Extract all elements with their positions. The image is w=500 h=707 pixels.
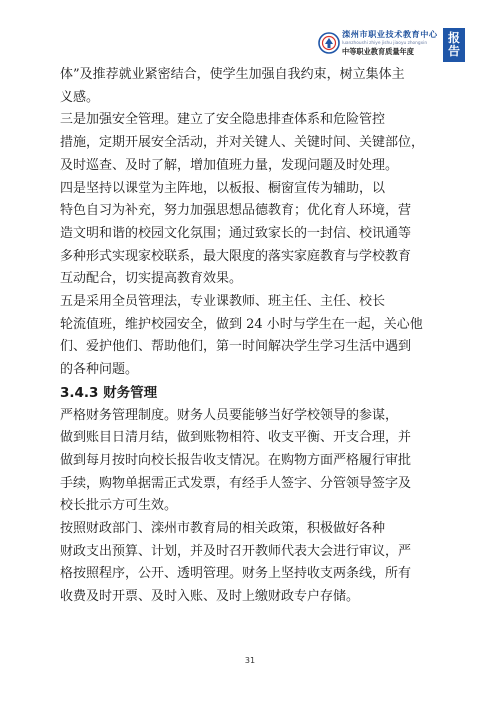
badge-top: 报	[447, 31, 460, 45]
school-logo	[318, 32, 340, 54]
page-header	[0, 0, 500, 62]
text-line: 做到每月按时向校长报告收支情况。在购物方面严格履行审批	[60, 452, 412, 468]
text-line: 财政支出预算、计划，并及时召开教师代表大会进行审议，严	[60, 543, 412, 559]
badge-bottom: 告	[447, 44, 460, 58]
org-name: 滦州市职业技术教育中心	[342, 29, 438, 39]
text-line: 格按照程序，公开、透明管理。财务上坚持收支两条线，所有	[60, 566, 412, 582]
text-line: 五是采用全员管理法，专业课教师、班主任、主任、校长	[60, 294, 386, 310]
text-line: 的各种问题。	[60, 362, 139, 378]
text-line: 三是加强安全管理。建立了安全隐患排查体系和危险管控	[60, 112, 386, 128]
text-line: 互动配合，切实提高教育效果。	[60, 271, 243, 287]
text-line: 及时巡查、及时了解，增加值班力量，发现问题及时处理。	[60, 157, 399, 173]
page-number: 31	[244, 656, 256, 665]
text-line: 手续，购物单据需正式发票，有经手人签字、分管领导签字及	[60, 475, 412, 491]
text-line: 体”及推荐就业紧密结合，使学生加强自我约束，树立集体主	[60, 67, 405, 82]
text-line: 严格财务管理制度。财务人员要能够当好学校领导的参谋，	[60, 407, 399, 423]
text-line: 义感。	[60, 89, 100, 105]
school-logo-icon	[318, 32, 340, 54]
text-line: 按照财政部门、滦州市教育局的相关政策，积极做好各种	[60, 521, 386, 537]
text-line: 轮流值班，维护校园安全，做到 24 小时与学生在一起，关心他	[60, 316, 423, 332]
report-title: 中等职业教育质量年度	[342, 47, 414, 56]
report-badge	[443, 28, 465, 62]
text-line: 造文明和谐的校园文化氛围；通过致家长的一封信、校讯通等	[60, 225, 412, 241]
text-line: 措施，定期开展安全活动，并对关键人、关键时间、关键部位，	[60, 135, 425, 151]
section-heading: 3.4.3 财务管理	[60, 384, 158, 401]
text-line: 们、爱护他们、帮助他们，第一时间解决学生学习生活中遇到	[60, 339, 412, 355]
text-line: 特色自习为补充，努力加强思想品德教育；优化育人环境，营	[60, 203, 412, 219]
text-line: 四是坚持以课堂为主阵地，以板报、橱窗宣传为辅助，以	[60, 180, 386, 196]
text-line: 收费及时开票、及时入账、及时上缴财政专户存储。	[60, 589, 360, 605]
document-body	[60, 64, 445, 609]
org-name-pinyin: luanzhoushi zhiye jishu jiaoyu zhongxin	[342, 41, 428, 46]
text-line: 做到账目日清月结，做到账物相符、收支平衡、开支合理，并	[60, 430, 412, 446]
text-line: 校长批示方可生效。	[60, 498, 178, 514]
text-line: 多种形式实现家校联系，最大限度的落实家庭教育与学校教育	[60, 248, 412, 264]
header-texts	[342, 29, 440, 57]
